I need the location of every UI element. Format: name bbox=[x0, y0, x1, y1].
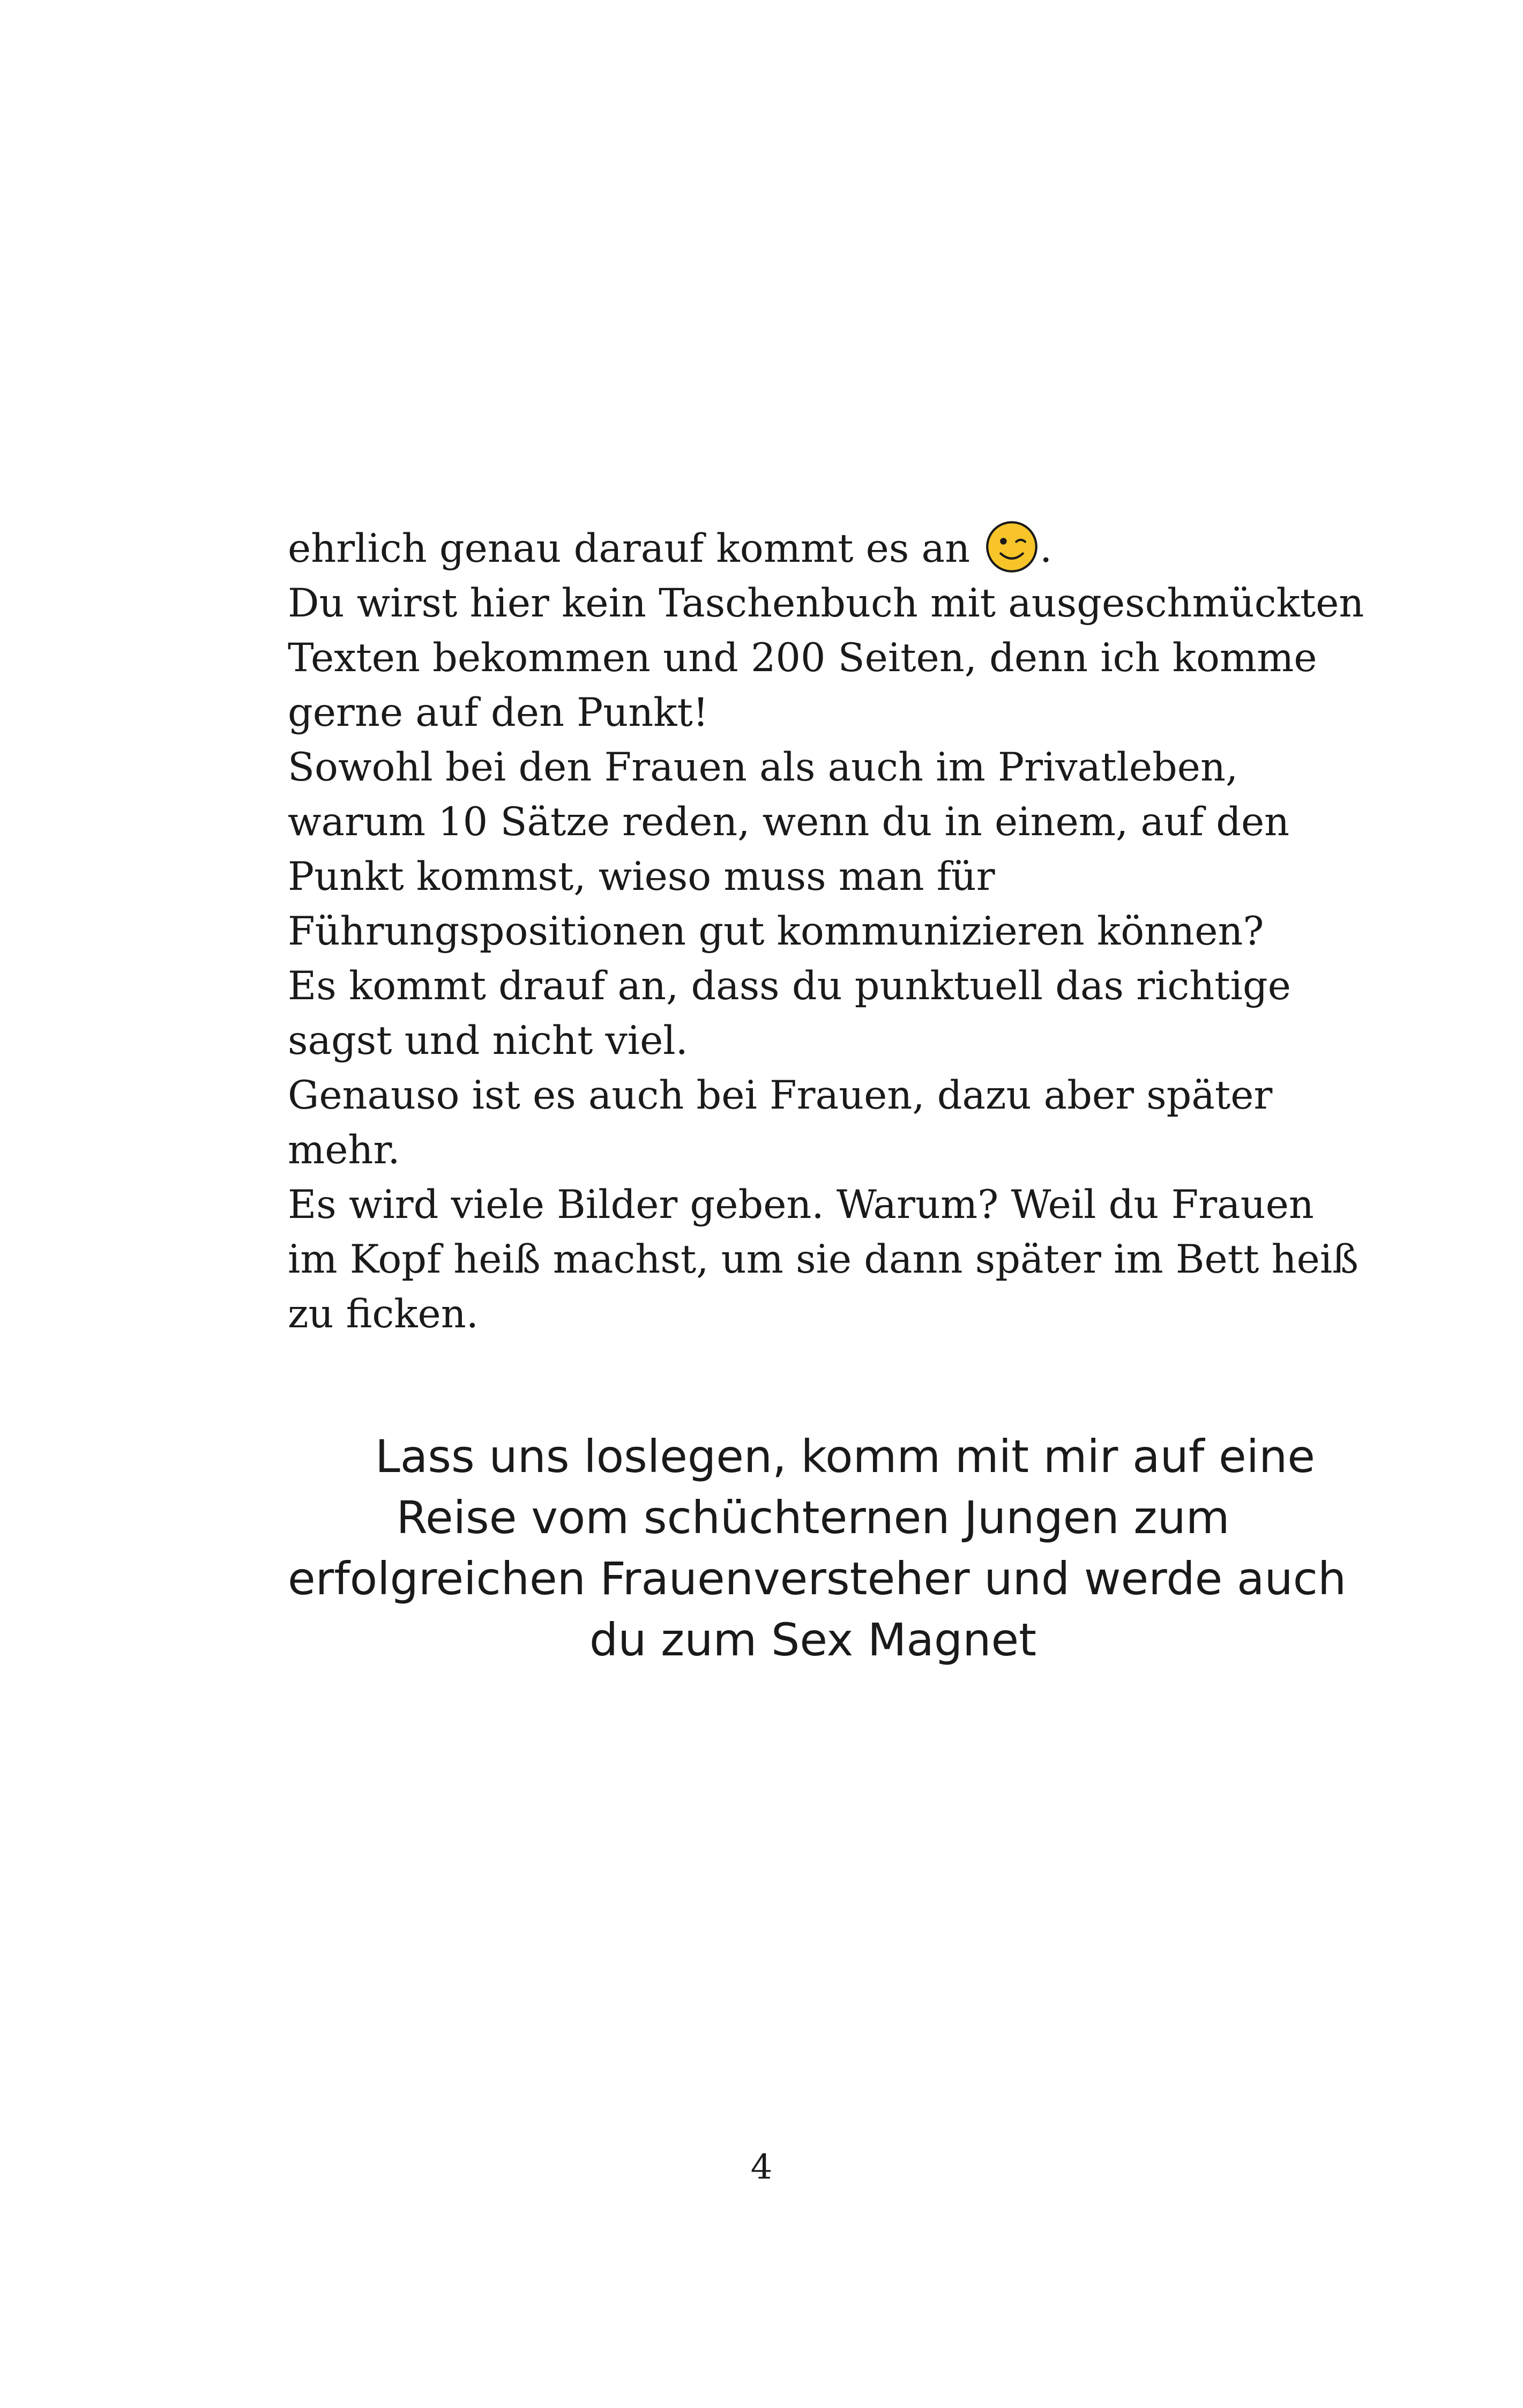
body-paragraph bbox=[288, 519, 1364, 1342]
page-number: 4 bbox=[750, 2147, 773, 2187]
body-line: zu ficken. bbox=[288, 1291, 479, 1337]
body-line: gerne auf den Punkt! bbox=[288, 690, 709, 735]
callout-quote bbox=[288, 1426, 1347, 1670]
winking-face-svg bbox=[984, 519, 1040, 575]
callout-line: Reise vom schüchternen Jungen zum bbox=[396, 1491, 1230, 1544]
body-line bbox=[288, 519, 1338, 576]
body-line-text: ehrlich genau darauf kommt es an bbox=[288, 526, 970, 571]
body-line: Texten bekommen und 200 Seiten, denn ich komme bbox=[288, 635, 1317, 681]
body-line: Es kommt drauf an, dass du punktuell das richtige bbox=[288, 963, 1291, 1009]
body-line: sagst und nicht viel. bbox=[288, 1018, 688, 1064]
body-line: warum 10 Sätze reden, wenn du in einem, auf den bbox=[288, 799, 1290, 845]
winking-face-icon bbox=[984, 519, 1040, 575]
body-line: Führungspositionen gut kommunizieren können? bbox=[288, 909, 1264, 954]
callout-line: erfolgreichen Frauenversteher und werde auch bbox=[288, 1552, 1347, 1605]
body-line: Du wirst hier kein Taschenbuch mit ausgeschmückten bbox=[288, 581, 1364, 626]
body-line: im Kopf heiß machst, um sie dann später im Bett heiß bbox=[288, 1237, 1358, 1282]
callout-line: du zum Sex Magnet bbox=[589, 1614, 1037, 1666]
body-line: mehr. bbox=[288, 1127, 400, 1173]
body-line: Es wird viele Bilder geben. Warum? Weil du Frauen bbox=[288, 1182, 1314, 1228]
body-line-suffix: . bbox=[1040, 526, 1052, 571]
callout-line: Lass uns loslegen, komm mit mir auf eine bbox=[375, 1430, 1316, 1483]
body-line: Genauso ist es auch bei Frauen, dazu aber später bbox=[288, 1073, 1273, 1118]
body-line: Sowohl bei den Frauen als auch im Privatleben, bbox=[288, 745, 1238, 790]
body-line: Punkt kommst, wieso muss man für bbox=[288, 854, 995, 900]
